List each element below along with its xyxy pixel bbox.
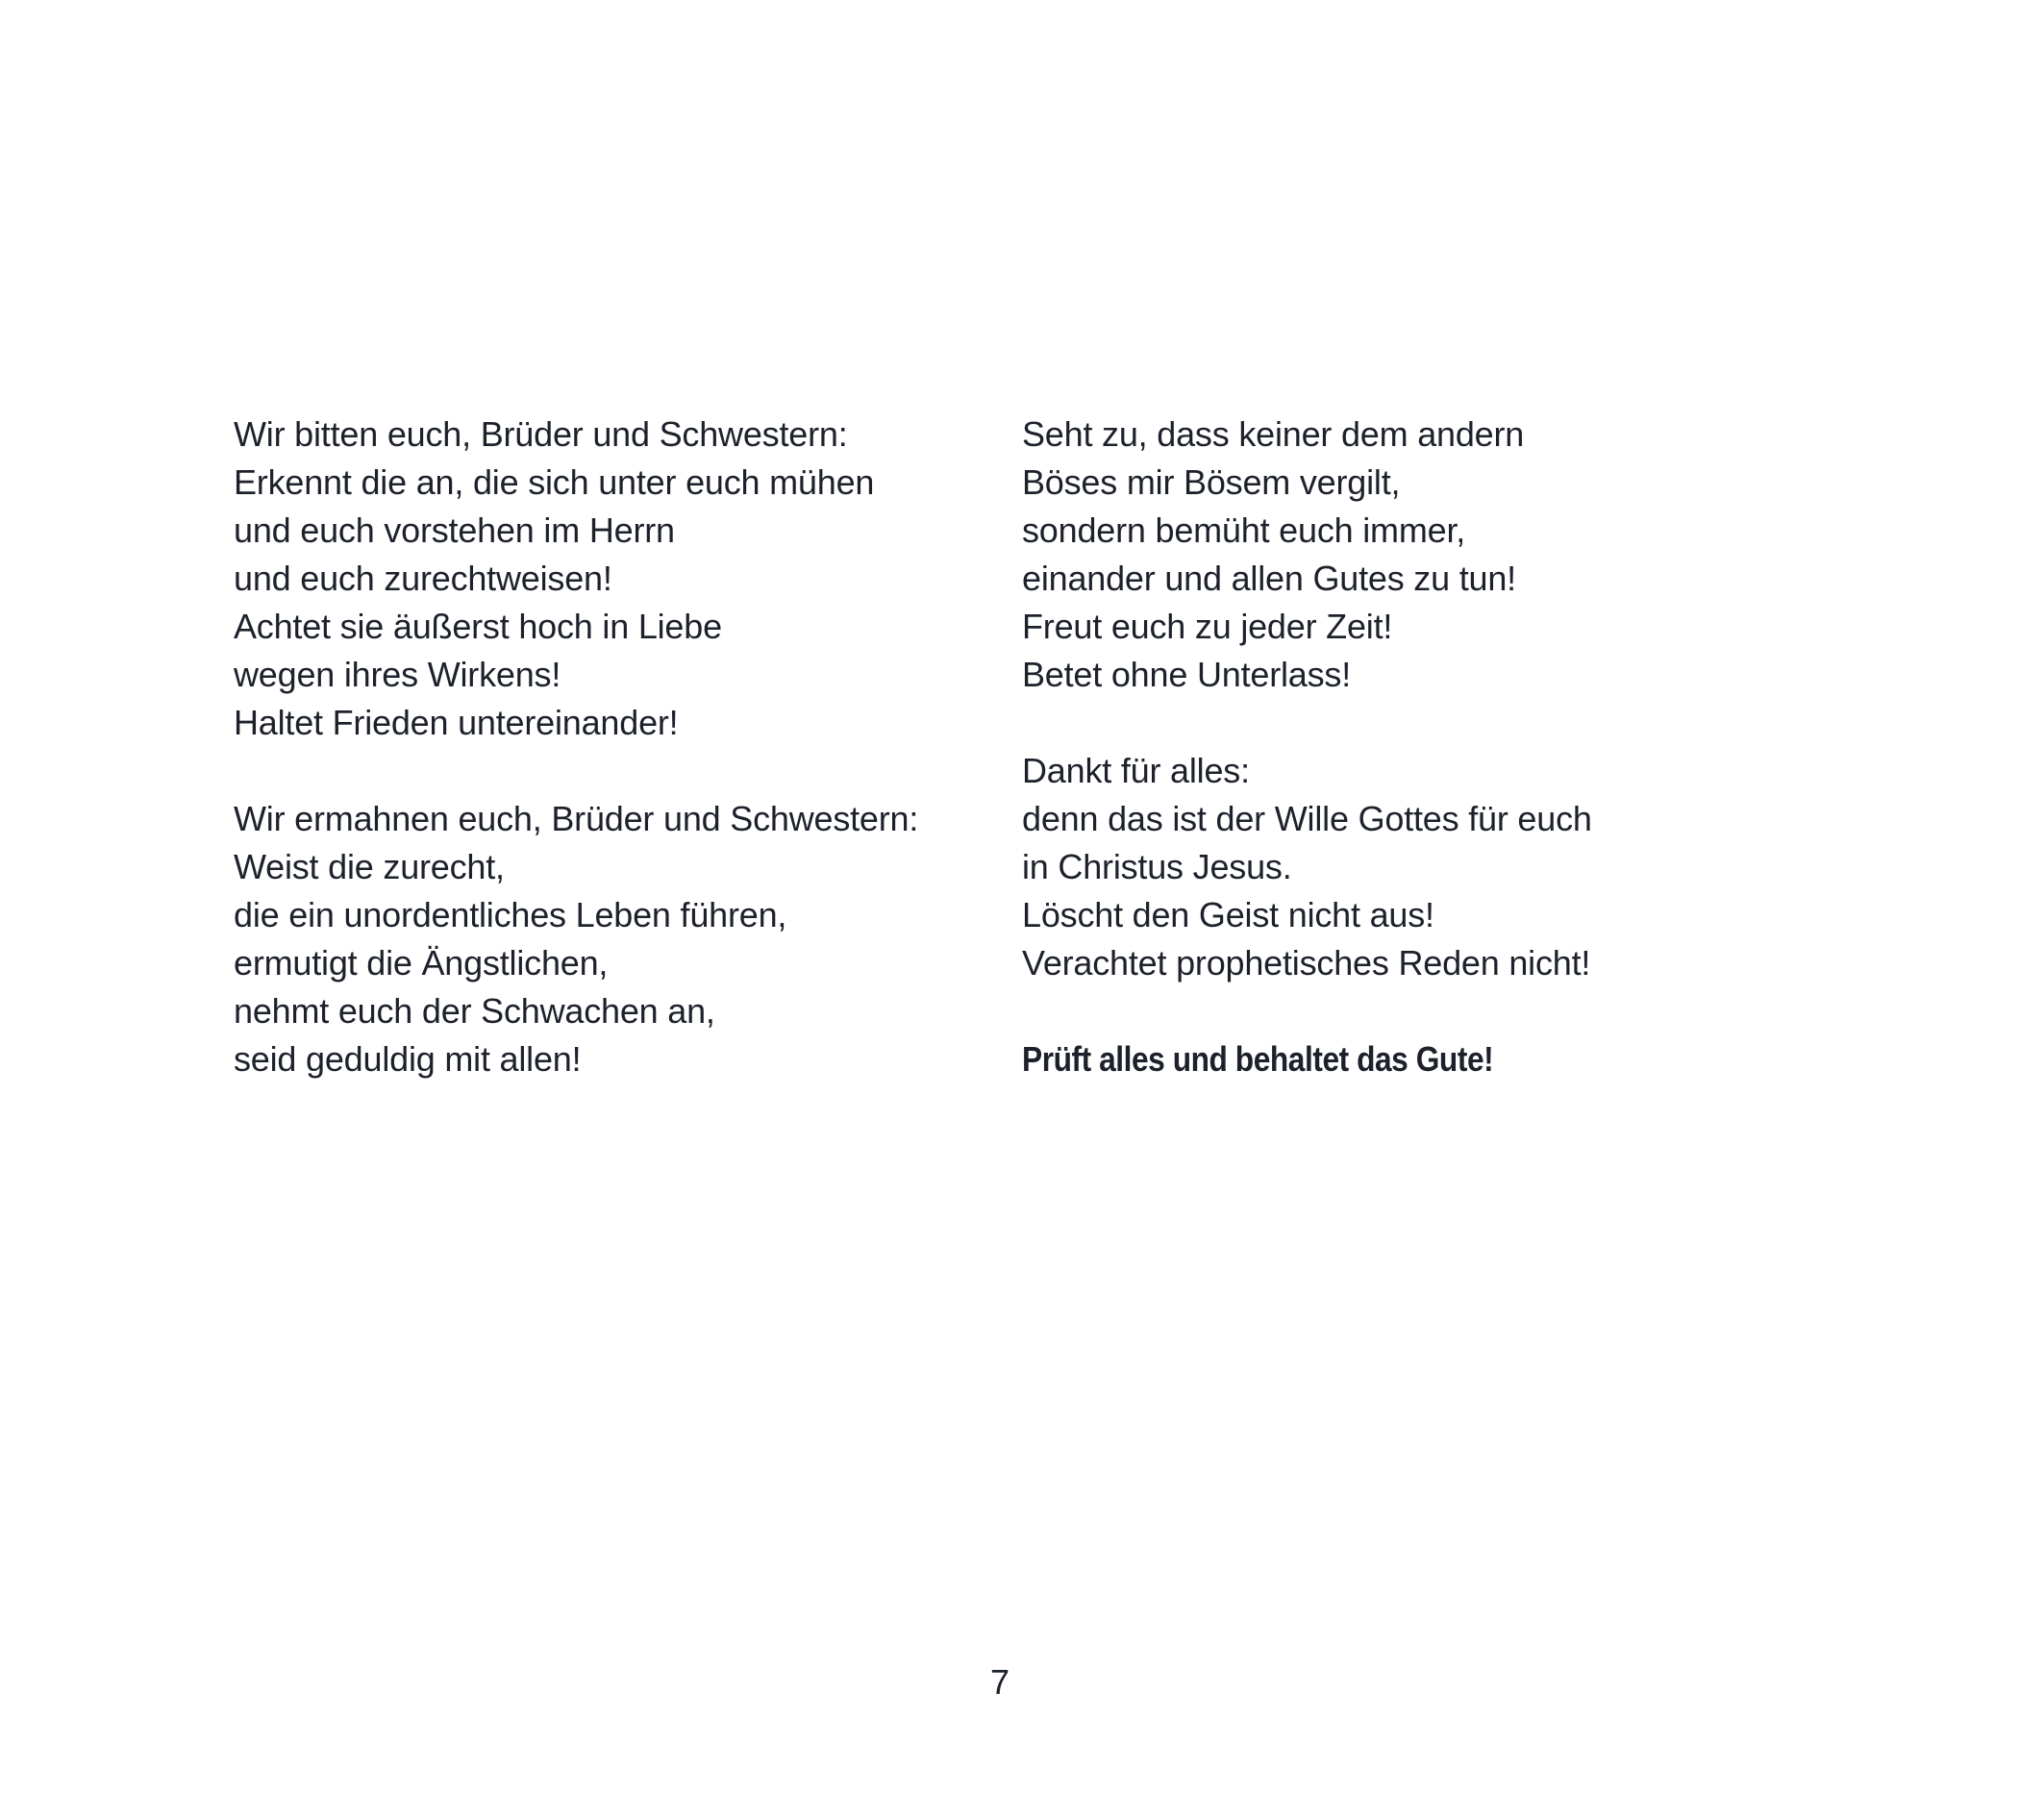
page-number: 7 [989,1662,1010,1702]
text-line: Betet ohne Unterlass! [1022,655,1352,694]
text-line: Wir ermahnen euch, Brüder und Schwestern: [234,799,919,838]
text-line: wegen ihres Wirkens! [234,655,561,694]
text-line: Wir bitten euch, Brüder und Schwestern: [234,414,848,454]
text-line: Böses mir Bösem vergilt, [1022,462,1401,502]
emphasis-line: Prüft alles und behaltet das Gute! [1022,1039,1494,1079]
text-line: ermutigt die Ängstlichen, [234,943,609,983]
left-column [234,411,1012,1132]
text-line: Dankt für alles: [1022,751,1250,790]
text-line: einander und allen Gutes zu tun! [1022,559,1516,598]
text-line: Freut euch zu jeder Zeit! [1022,607,1393,646]
stanza [234,411,1012,747]
text-line: die ein unordentliches Leben führen, [234,895,787,934]
text-line: seid geduldig mit allen! [234,1039,582,1079]
right-column [1022,411,1820,1083]
text-line: Haltet Frieden untereinander! [234,703,679,742]
text-line: Seht zu, dass keiner dem andern [1022,414,1525,454]
text-line: und euch zurechtweisen! [234,559,612,598]
text-line: denn das ist der Wille Gottes für euch [1022,799,1592,838]
stanza [1022,411,1820,699]
text-line: Erkennt die an, die sich unter euch mühen [234,462,875,502]
text-line: Löscht den Geist nicht aus! [1022,895,1434,934]
text-line: in Christus Jesus. [1022,847,1292,886]
stanza [1022,747,1820,987]
text-line: sondern bemüht euch immer, [1022,510,1466,550]
text-line: Weist die zurecht, [234,847,505,886]
text-line: und euch vorstehen im Herrn [234,510,675,550]
text-line: Achtet sie äußerst hoch in Liebe [234,607,722,646]
text-line: Verachtet prophetisches Reden nicht! [1022,943,1591,983]
text-line: nehmt euch der Schwachen an, [234,991,715,1031]
stanza [234,795,1012,1083]
